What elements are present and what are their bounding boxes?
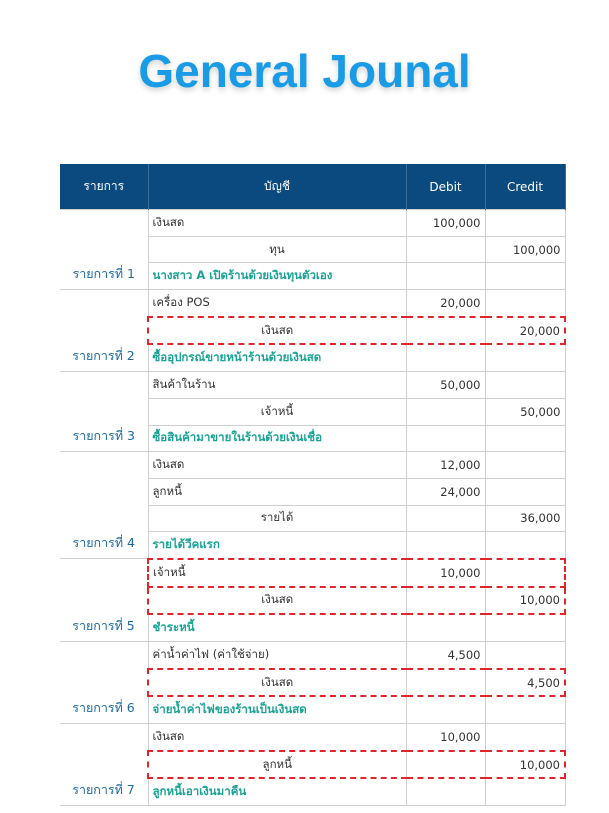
credit-amount [485, 210, 565, 237]
transaction-label: รายการที่ 7 [60, 724, 148, 806]
journal-entry-row [60, 290, 565, 317]
credit-amount [485, 724, 565, 751]
credit-amount [485, 478, 565, 505]
credit-amount: 36,000 [485, 505, 565, 532]
debit-amount: 12,000 [406, 452, 485, 479]
transaction-description: ชำระหนี้ [148, 614, 406, 641]
debit-amount: 24,000 [406, 478, 485, 505]
account-name: ลูกหนี้ [148, 751, 406, 779]
empty-credit [485, 344, 565, 371]
journal-entry-row [60, 642, 565, 669]
empty-debit [406, 344, 485, 371]
debit-amount [406, 398, 485, 425]
debit-amount [406, 236, 485, 263]
transaction-label: รายการที่ 1 [60, 210, 148, 290]
credit-amount: 20,000 [485, 317, 565, 345]
transaction-description: จ่ายน้ำค่าไฟของร้านเป็นเงินสด [148, 696, 406, 723]
journal-entry-row [60, 724, 565, 751]
account-name: รายได้ [148, 505, 406, 532]
credit-amount: 10,000 [485, 751, 565, 779]
transaction-description: ลูกหนี้เอาเงินมาคืน [148, 778, 406, 805]
page-title: General Jounal [138, 45, 471, 97]
transaction-label: รายการที่ 5 [60, 559, 148, 642]
transaction-label: รายการที่ 4 [60, 452, 148, 559]
account-name: เงินสด [148, 210, 406, 237]
credit-amount: 4,500 [485, 669, 565, 697]
empty-debit [406, 532, 485, 559]
debit-amount: 10,000 [406, 724, 485, 751]
transaction-label: รายการที่ 3 [60, 372, 148, 452]
debit-amount [406, 505, 485, 532]
account-name: เงินสด [148, 587, 406, 615]
account-name: เครื่อง POS [148, 290, 406, 317]
account-name: เงินสด [148, 317, 406, 345]
credit-amount [485, 559, 565, 587]
credit-amount [485, 290, 565, 317]
journal-entry-row [60, 452, 565, 479]
debit-amount [406, 317, 485, 345]
transaction-description: รายได้วีคแรก [148, 532, 406, 559]
transaction-label: รายการที่ 6 [60, 642, 148, 724]
journal-entry-row [60, 210, 565, 237]
account-name: เจ้าหนี้ [148, 398, 406, 425]
account-name: เจ้าหนี้ [148, 559, 406, 587]
journal-table [60, 164, 566, 806]
account-name: เงินสด [148, 452, 406, 479]
empty-debit [406, 696, 485, 723]
account-name: ทุน [148, 236, 406, 263]
header-debit: Debit [406, 164, 485, 210]
empty-debit [406, 425, 485, 452]
debit-amount [406, 587, 485, 615]
credit-amount: 50,000 [485, 398, 565, 425]
debit-amount: 50,000 [406, 372, 485, 399]
empty-credit [485, 778, 565, 805]
account-name: เงินสด [148, 669, 406, 697]
empty-credit [485, 425, 565, 452]
account-name: สินค้าในร้าน [148, 372, 406, 399]
header-account: บัญชี [148, 164, 406, 210]
credit-amount: 10,000 [485, 587, 565, 615]
transaction-description: ซื้อสินค้ามาขายในร้านด้วยเงินเชื่อ [148, 425, 406, 452]
transaction-label: รายการที่ 2 [60, 290, 148, 372]
debit-amount [406, 751, 485, 779]
debit-amount [406, 669, 485, 697]
credit-amount: 100,000 [485, 236, 565, 263]
empty-credit [485, 614, 565, 641]
header-row [60, 164, 565, 210]
transaction-description: นางสาว A เปิดร้านด้วยเงินทุนตัวเอง [148, 263, 406, 290]
journal-entry-row [60, 559, 565, 587]
debit-amount: 4,500 [406, 642, 485, 669]
credit-amount [485, 642, 565, 669]
account-name: ลูกหนี้ [148, 478, 406, 505]
header-credit: Credit [485, 164, 565, 210]
debit-amount: 100,000 [406, 210, 485, 237]
debit-amount: 20,000 [406, 290, 485, 317]
empty-credit [485, 696, 565, 723]
credit-amount [485, 372, 565, 399]
debit-amount: 10,000 [406, 559, 485, 587]
empty-credit [485, 532, 565, 559]
journal-entry-row [60, 372, 565, 399]
empty-debit [406, 778, 485, 805]
transaction-description: ซื้ออุปกรณ์ขายหน้าร้านด้วยเงินสด [148, 344, 406, 371]
empty-debit [406, 614, 485, 641]
empty-credit [485, 263, 565, 290]
account-name: เงินสด [148, 724, 406, 751]
account-name: ค่าน้ำค่าไฟ (ค่าใช้จ่าย) [148, 642, 406, 669]
header-transaction: รายการ [60, 164, 148, 210]
empty-debit [406, 263, 485, 290]
credit-amount [485, 452, 565, 479]
